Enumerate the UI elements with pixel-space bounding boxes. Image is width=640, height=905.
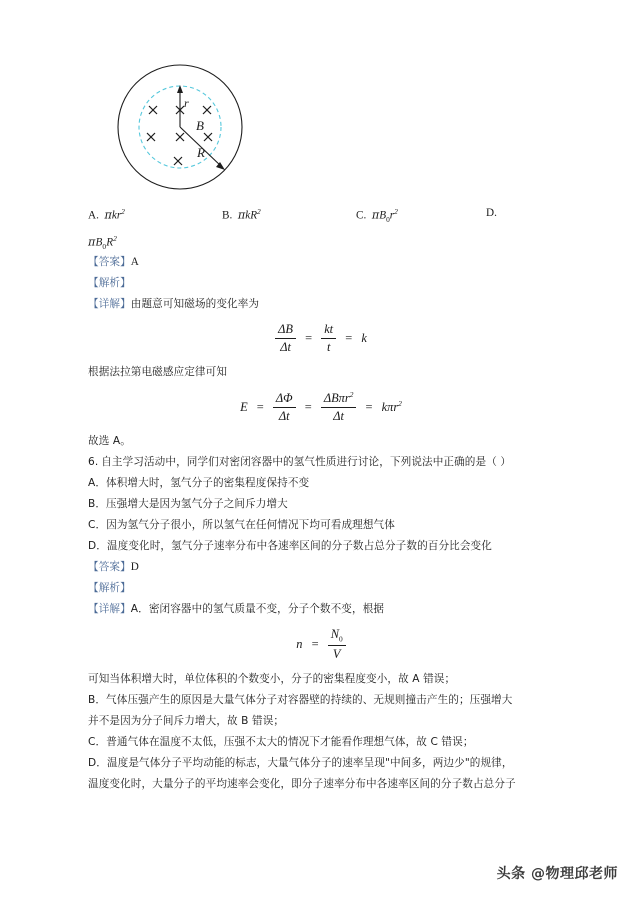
question6-stem-row [88,452,554,473]
question6-explanation-line-1: 可知当体积增大时，单位体积的个数变小，分子的密集程度变小，故 A 错误； [88,672,456,685]
option-b-var: R [250,209,258,222]
formula2-result-text: kπr [381,400,399,415]
field-cross-icon [203,106,211,114]
equals-2: = [345,331,353,345]
option-c-pi: π [371,208,380,222]
field-cross-icon [174,157,182,165]
option-d-exp: 2 [113,234,117,243]
faraday-law-text: 根据法拉第电磁感应定律可知 [88,366,228,378]
label-r: r [184,96,189,110]
question6-detail-tag: 【详解】 [88,603,131,616]
frac3-numerator: ΔΦ [273,391,296,408]
question5-detail-tag: 【详解】 [88,298,131,310]
label-R: R [197,145,205,160]
frac-dPhi-dt [273,391,296,424]
frac5-num-text: N [330,627,339,642]
question6-analysis-tag: 【解析】 [88,582,131,595]
option-d-pi: π [88,235,96,249]
question5-options-row [88,207,554,228]
frac4-denominator: Δt [333,409,344,424]
frac4-numerator [321,390,357,408]
question6-detail-row [88,599,554,620]
option-c[interactable] [356,207,398,224]
question6-answer-tag: 【答案】 [88,561,131,574]
formula3-equals: = [311,636,319,651]
option-b-exp: 2 [257,207,261,216]
figure-container [88,55,554,205]
option-a-exp: 2 [121,207,125,216]
question6-explanation-line-2: B．气体压强产生的原因是大量气体分子对容器壁的持续的、无规则撞击产生的；压强增大 [88,693,513,706]
question6-number: 6. [88,456,99,469]
option-a[interactable] [88,207,125,222]
field-cross-icon [149,106,157,114]
option-d-sub: 0 [102,241,107,251]
option-c-exp: 2 [394,207,398,216]
question6-option-c[interactable]: C．因为氢气分子很小，所以氢气在任何情况下均可看成理想气体 [88,519,395,532]
question5-answer-value: A [130,256,139,268]
question6-stem: 自主学习活动中，同学们对密闭容器中的氢气性质进行讨论，下列说法中正确的是（ ） [101,456,512,469]
question6-option-a[interactable]: A．体积增大时，氢气分子的密集程度保持不变 [88,477,310,490]
frac-N0-V [328,627,346,661]
label-B: B [196,118,204,133]
frac4-num-text: ΔBπr [323,391,350,406]
formula2-result [382,399,402,415]
frac1-denominator: Δt [280,340,291,354]
frac-deltaB-deltat [275,322,296,355]
radius-r-arrow [177,85,183,127]
option-b-pi: π [237,208,246,222]
option-d-coef: B [95,236,103,249]
option-d-label: D. [486,207,497,219]
question5-conclusion: 故选 A。 [88,435,131,448]
formula1-result: k [361,331,367,345]
question6-answer-row [88,557,554,578]
field-cross-icon [204,133,212,141]
option-a-var: r [116,209,122,222]
formula-number-density [88,627,554,661]
option-a-pi: π [104,208,112,222]
formula2-equals-2: = [304,399,312,414]
page-content [88,55,554,795]
question6-answer-value: D [130,561,139,574]
formula-emf [88,390,554,424]
frac1-numerator: ΔB [275,322,296,339]
frac5-denominator: V [332,646,341,661]
option-b-label: B. [222,209,233,222]
question5-detail-row [88,294,554,315]
question5-answer-tag: 【答案】 [88,256,131,268]
question6-detail-line-1: A．密闭容器中的氢气质量不变，分子个数不变，根据 [130,603,385,616]
option-a-label: A. [88,209,99,222]
option-b-coef: k [245,209,251,222]
question6-option-b[interactable]: B．压强增大是因为氢气分子之间斥力增大 [88,498,288,511]
question6-explanation-line-5: D．温度是气体分子平均动能的标志，大量气体分子的速率呈现"中间多，两边少"的规律， [88,756,513,769]
formula2-equals-1: = [256,399,264,414]
frac-dBpir2-dt [321,390,357,424]
frac5-numerator [328,627,346,645]
formula-dB-dt [88,322,554,355]
frac-kt-t [321,322,336,355]
formula2-lhs: E [240,399,248,414]
option-c-var: r [389,209,395,222]
option-c-coef: B [379,209,387,222]
question5-analysis-tag: 【解析】 [88,277,131,289]
frac4-num-exp: 2 [349,390,354,399]
frac3-denominator: Δt [278,408,290,423]
question6-option-d[interactable]: D．温度变化时，氢气分子速率分布中各速率区间的分子数占总分子数的百分比会变化 [88,540,492,553]
option-d-label-part[interactable] [486,207,497,219]
question6-explanation-line-6: 温度变化时，大量分子的平均速率会变化，即分子速率分布中各速率区间的分子数占总分子 [88,777,516,790]
question5-answer-row [88,252,554,273]
option-b[interactable] [222,207,261,222]
equals-1: = [305,331,313,345]
field-cross-icon [147,133,155,141]
option-a-coef: k [111,209,117,222]
formula2-result-exp: 2 [398,399,402,408]
frac5-num-sub: 0 [338,634,343,644]
magnetic-field-circles-diagram [104,57,264,203]
option-c-label: C. [356,209,367,222]
option-d-value-row[interactable] [88,228,554,252]
frac2-denominator: t [326,340,331,354]
formula3-lhs: n [296,636,303,651]
frac2-numerator: kt [321,322,336,339]
formula2-equals-3: = [365,399,373,414]
field-cross-icon [176,133,184,141]
option-c-sub: 0 [386,214,390,224]
question5-detail-intro: 由题意可知磁场的变化率为 [130,298,260,310]
watermark: 头条 @物理邱老师 [496,866,618,882]
question6-explanation-line-4: C．普通气体在温度不太低，压强不太大的情况下才能看作理想气体，故 C 错误； [88,735,474,748]
question6-explanation-line-3: 并不是因为分子间斥力增大，故 B 错误； [88,714,285,727]
option-d-var: R [106,236,114,249]
